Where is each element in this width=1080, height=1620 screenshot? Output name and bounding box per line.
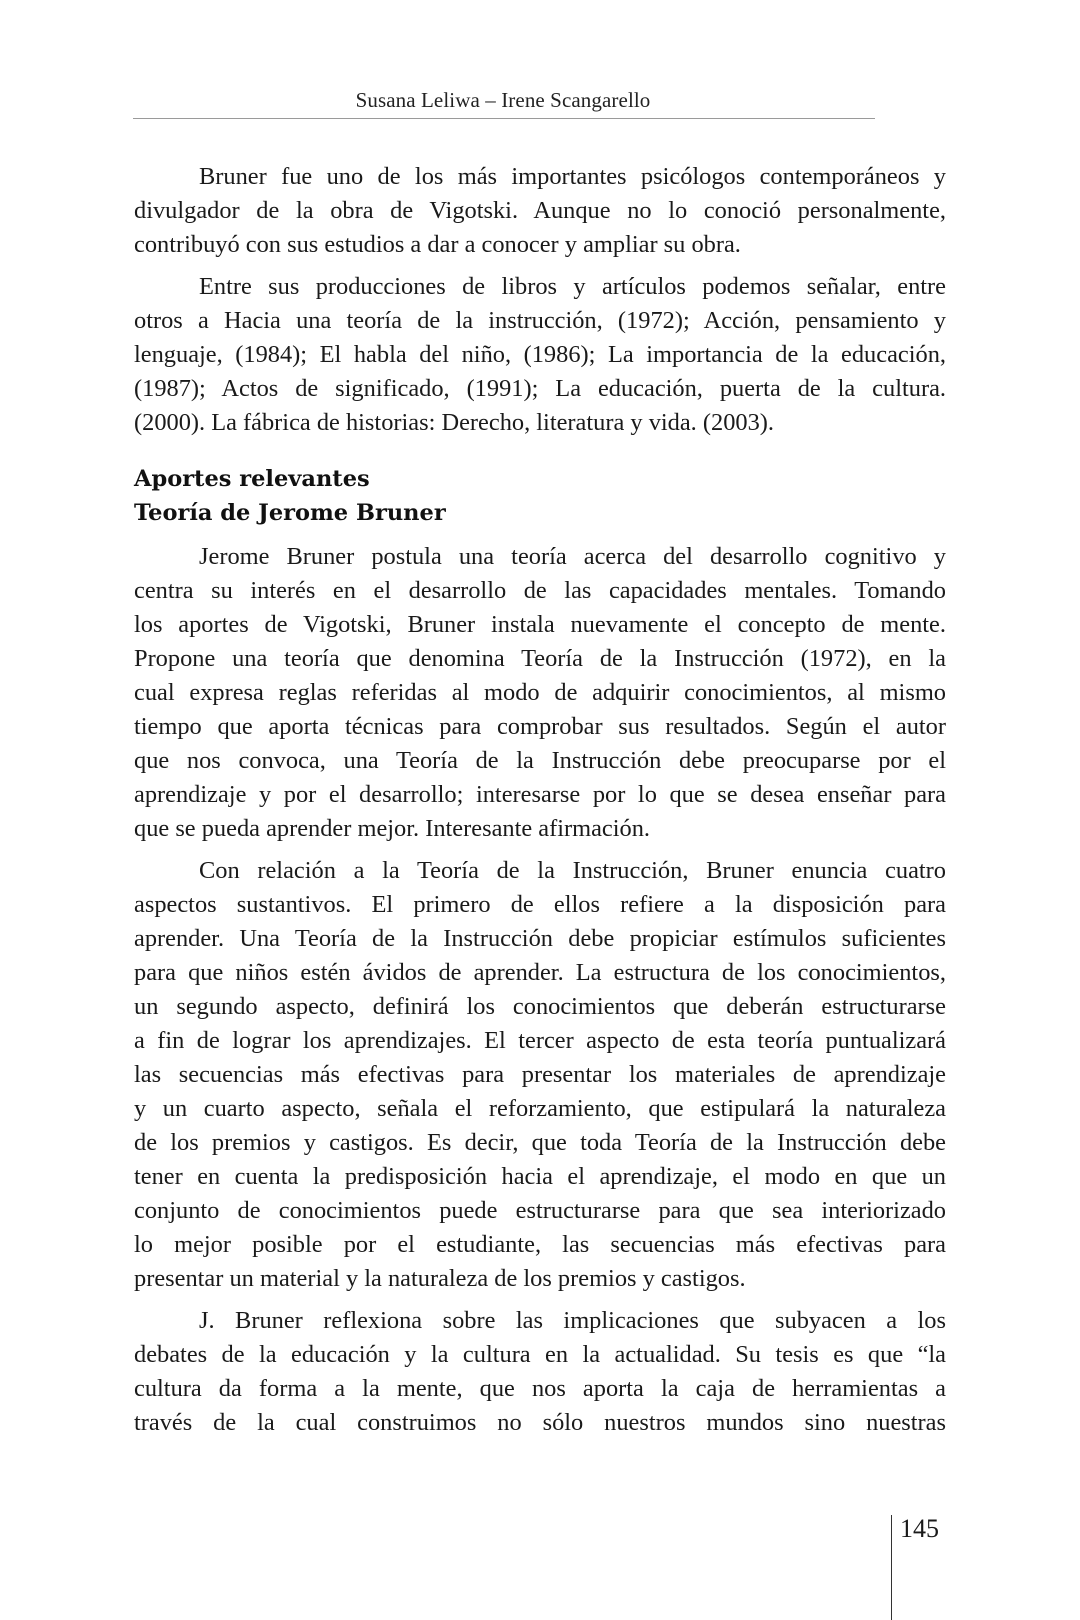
paragraph-culture	[134, 1304, 946, 1440]
text-line: cual expresa reglas referidas al modo de adquirir conocimientos, al mismo	[134, 679, 946, 706]
text-line: aprendizaje y por el desarrollo; interesarse por lo que se desea enseñar para	[134, 781, 946, 808]
text-line: un segundo aspecto, definirá los conocimientos que deberán estructurarse	[134, 993, 946, 1020]
text-line: para que niños estén ávidos de aprender. La estructura de los conocimientos,	[134, 959, 946, 986]
text-line: tiempo que aporta técnicas para comprobar sus resultados. Según el autor	[134, 713, 946, 740]
section-heading	[134, 462, 946, 530]
text-line: Jerome Bruner postula una teoría acerca del desarrollo cognitivo y	[199, 543, 946, 570]
text-line: tener en cuenta la predisposición hacia el aprendizaje, el modo en que un	[134, 1163, 946, 1190]
section-heading-line-1: Aportes relevantes	[134, 466, 370, 492]
text-line: lenguaje, (1984); El habla del niño, (1986); La importancia de la educación,	[134, 341, 946, 368]
text-line: lo mejor posible por el estudiante, las secuencias más efectivas para	[134, 1231, 946, 1258]
text-line: que se pueda aprender mejor. Interesante afirmación.	[134, 815, 651, 842]
text-line: (2000). La fábrica de historias: Derecho, literatura y vida. (2003).	[134, 409, 775, 436]
page-number: 145	[900, 1514, 939, 1543]
text-line: y un cuarto aspecto, señala el reforzamiento, que estipulará la naturaleza	[134, 1095, 946, 1122]
text-line: aprender. Una Teoría de la Instrucción debe propiciar estímulos suficientes	[134, 925, 946, 952]
text-line: Entre sus producciones de libros y artículos podemos señalar, entre	[199, 273, 946, 300]
text-line: contribuyó con sus estudios a dar a conocer y ampliar su obra.	[134, 231, 741, 258]
text-line: conjunto de conocimientos puede estructurarse para que sea interiorizado	[134, 1197, 946, 1224]
paragraph-theory	[134, 540, 946, 846]
paragraph-four-aspects	[134, 854, 946, 1296]
text-line: J. Bruner reflexiona sobre las implicaciones que subyacen a los	[199, 1307, 946, 1334]
text-line: divulgador de la obra de Vigotski. Aunque no lo conoció personalmente,	[134, 197, 946, 224]
header-rule	[133, 118, 875, 119]
text-line: aspectos sustantivos. El primero de ellos refiere a la disposición para	[134, 891, 946, 918]
text-line: (1987); Actos de significado, (1991); La educación, puerta de la cultura.	[134, 375, 946, 402]
text-line: debates de la educación y la cultura en la actualidad. Su tesis es que “la	[134, 1341, 946, 1368]
text-line: Propone una teoría que denomina Teoría de la Instrucción (1972), en la	[134, 645, 946, 672]
text-line: centra su interés en el desarrollo de las capacidades mentales. Tomando	[134, 577, 946, 604]
text-line: Bruner fue uno de los más importantes psicólogos contemporáneos y	[199, 163, 946, 190]
page-body	[134, 160, 946, 1448]
text-line: de los premios y castigos. Es decir, que toda Teoría de la Instrucción debe	[134, 1129, 946, 1156]
page-number-rule	[891, 1515, 892, 1620]
text-line: los aportes de Vigotski, Bruner instala nuevamente el concepto de mente.	[134, 611, 946, 638]
text-line: las secuencias más efectivas para presentar los materiales de aprendizaje	[134, 1061, 946, 1088]
text-line: través de la cual construimos no sólo nuestros mundos sino nuestras	[134, 1409, 946, 1436]
text-line: presentar un material y la naturaleza de los premios y castigos.	[134, 1265, 746, 1292]
text-line: cultura da forma a la mente, que nos aporta la caja de herramientas a	[134, 1375, 946, 1402]
text-line: que nos convoca, una Teoría de la Instrucción debe preocuparse por el	[134, 747, 946, 774]
text-line: Con relación a la Teoría de la Instrucción, Bruner enuncia cuatro	[199, 857, 946, 884]
running-header: Susana Leliwa – Irene Scangarello	[355, 88, 651, 112]
section-heading-line-2: Teoría de Jerome Bruner	[134, 500, 446, 526]
text-line: otros a Hacia una teoría de la instrucción, (1972); Acción, pensamiento y	[134, 307, 946, 334]
paragraph-bruner-intro	[134, 160, 946, 262]
paragraph-publications	[134, 270, 946, 440]
text-line: a fin de lograr los aprendizajes. El tercer aspecto de esta teoría puntualizará	[134, 1027, 946, 1054]
